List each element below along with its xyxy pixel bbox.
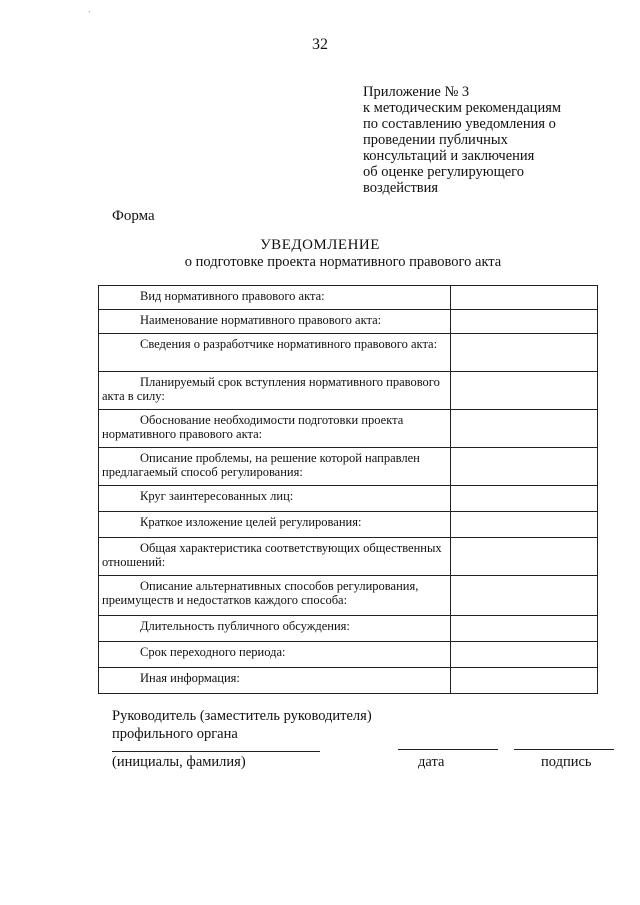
row-label: Вид нормативного правового акта: [99,286,451,310]
table-row [99,512,598,538]
appendix-line: проведении публичных [363,132,508,148]
page-number: 32 [312,36,328,53]
row-value-field[interactable] [451,576,598,616]
row-label: Сведения о разработчике нормативного правового акта: [99,334,451,372]
row-value-field[interactable] [451,334,598,372]
table-row [99,334,598,372]
row-label: Общая характеристика соответствующих общественных отношений: [99,538,451,576]
appendix-line: Приложение № 3 [363,84,470,100]
row-value-field[interactable] [451,538,598,576]
table-row [99,576,598,616]
row-value-field[interactable] [451,668,598,694]
row-label: Длительность публичного обсуждения: [99,616,451,642]
row-label: Планируемый срок вступления нормативного правового акта в силу: [99,372,451,410]
table-row [99,642,598,668]
row-value-field[interactable] [451,616,598,642]
appendix-line: воздействия [363,180,439,196]
row-value-field[interactable] [451,310,598,334]
form-label: Форма [112,208,155,224]
signature-caption: подпись [541,754,592,770]
date-signature-line[interactable] [398,749,498,750]
row-value-field[interactable] [451,642,598,668]
row-value-field[interactable] [451,486,598,512]
row-label: Описание альтернативных способов регулирования, преимуществ и недостатков каждого способа: [99,576,451,616]
row-value-field[interactable] [451,512,598,538]
table-row [99,410,598,448]
appendix-line: консультаций и заключения [363,148,535,164]
notification-form-table [98,285,598,694]
document-subtitle: о подготовке проекта нормативного правового акта [184,254,502,270]
table-row [99,486,598,512]
document-title: УВЕДОМЛЕНИЕ [260,237,380,253]
table-row [99,538,598,576]
table-row [99,372,598,410]
signer-position: Руководитель (заместитель руководителя) [112,708,372,724]
appendix-note [363,84,623,196]
table-row [99,616,598,642]
table-row [99,286,598,310]
scan-mark: ˋ [88,10,91,19]
signature-line[interactable] [514,749,614,750]
row-label: Иная информация: [99,668,451,694]
name-caption: (инициалы, фамилия) [112,754,246,770]
row-value-field[interactable] [451,372,598,410]
row-label: Срок переходного периода: [99,642,451,668]
table-row [99,668,598,694]
row-label: Описание проблемы, на решение которой направлен предлагаемый способ регулирования: [99,448,451,486]
name-signature-line[interactable] [112,751,320,752]
row-value-field[interactable] [451,286,598,310]
appendix-line: по составлению уведомления о [363,116,556,132]
row-value-field[interactable] [451,448,598,486]
row-value-field[interactable] [451,410,598,448]
table-row [99,448,598,486]
appendix-line: об оценке регулирующего [363,164,525,180]
signer-block [112,707,372,743]
row-label: Наименование нормативного правового акта: [99,310,451,334]
row-label: Обоснование необходимости подготовки проекта нормативного правового акта: [99,410,451,448]
appendix-line: к методическим рекомендациям [363,100,562,116]
signer-organ: профильного органа [112,726,238,742]
row-label: Круг заинтересованных лиц: [99,486,451,512]
table-row [99,310,598,334]
date-caption: дата [418,754,445,770]
row-label: Краткое изложение целей регулирования: [99,512,451,538]
